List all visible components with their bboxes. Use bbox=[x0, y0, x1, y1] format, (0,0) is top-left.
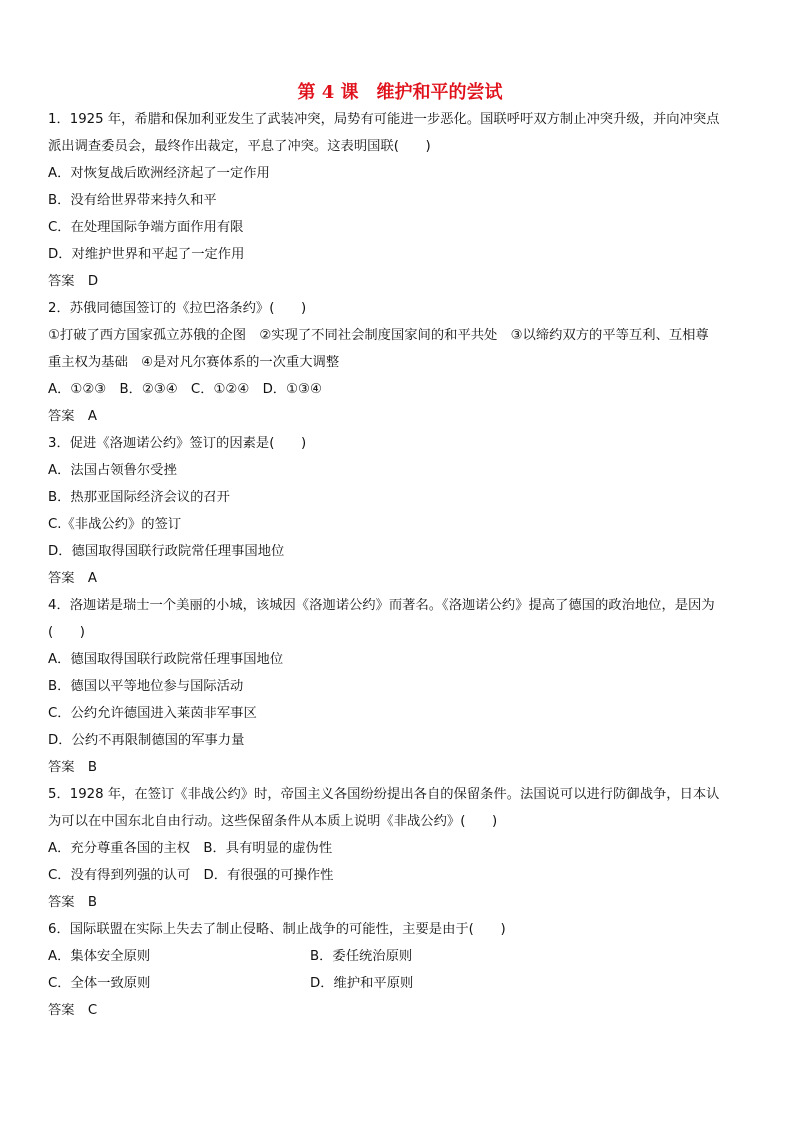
question-stem-line: 2．苏俄同德国签订的《拉巴洛条约》( ) bbox=[48, 301, 307, 316]
answer-option: A．集体安全原则 bbox=[48, 949, 151, 964]
answer-key: 答案 B bbox=[48, 895, 98, 910]
answer-option: C．公约允许德国进入莱茵非军事区 bbox=[48, 706, 257, 721]
question-2 bbox=[48, 295, 752, 430]
question-stem-line: 3．促进《洛迦诺公约》签订的因素是( ) bbox=[48, 436, 307, 451]
answer-option: A．①②③ B．②③④ C．①②④ D．①③④ bbox=[48, 382, 322, 397]
answer-option: B．没有给世界带来持久和平 bbox=[48, 193, 217, 208]
question-stem-line: 为可以在中国东北自由行动。这些保留条件从本质上说明《非战公约》( ) bbox=[48, 814, 498, 829]
question-4 bbox=[48, 592, 752, 781]
answer-option: B．热那亚国际经济会议的召开 bbox=[48, 490, 230, 505]
question-stem-line: ①打破了西方国家孤立苏俄的企图 ②实现了不同社会制度国家间的和平共处 ③以缔约双方的平等互利、互相尊 bbox=[48, 328, 709, 343]
answer-option: D．维护和平原则 bbox=[310, 976, 414, 991]
answer-key: 答案 D bbox=[48, 274, 99, 289]
answer-option: C.《非战公约》的签订 bbox=[48, 517, 182, 532]
lesson-title: 第 4 课 维护和平的尝试 bbox=[297, 82, 503, 103]
answer-option: D．德国取得国联行政院常任理事国地位 bbox=[48, 544, 285, 559]
question-5 bbox=[48, 781, 752, 916]
answer-option: B．德国以平等地位参与国际活动 bbox=[48, 679, 244, 694]
question-stem-line: 派出调查委员会，最终作出裁定，平息了冲突。这表明国联( ) bbox=[48, 139, 431, 154]
answer-option: A．德国取得国联行政院常任理事国地位 bbox=[48, 652, 284, 667]
answer-key: 答案 B bbox=[48, 760, 98, 775]
answer-option: C．全体一致原则 bbox=[48, 976, 151, 991]
question-stem-line: 6．国际联盟在实际上失去了制止侵略、制止战争的可能性，主要是由于( ) bbox=[48, 922, 506, 937]
answer-option: D．对维护世界和平起了一定作用 bbox=[48, 247, 245, 262]
question-3 bbox=[48, 430, 752, 592]
question-6 bbox=[48, 916, 752, 1024]
worksheet-page bbox=[48, 80, 752, 1024]
question-stem-line: 重主权为基础 ④是对凡尔赛体系的一次重大调整 bbox=[48, 355, 340, 370]
answer-option-row bbox=[48, 970, 752, 997]
question-1 bbox=[48, 106, 752, 295]
answer-option: A．法国占领鲁尔受挫 bbox=[48, 463, 177, 478]
answer-option: C．没有得到列强的认可 D．有很强的可操作性 bbox=[48, 868, 334, 883]
answer-key: 答案 A bbox=[48, 571, 97, 586]
question-stem-line: ( ) bbox=[48, 625, 85, 640]
answer-key: 答案 A bbox=[48, 409, 97, 424]
question-stem-line: 5．1928 年，在签订《非战公约》时，帝国主义各国纷纷提出各自的保留条件。法国说可以进行防御战争，日本认 bbox=[48, 787, 720, 802]
answer-key: 答案 C bbox=[48, 1003, 98, 1018]
question-stem-line: 4．洛迦诺是瑞士一个美丽的小城，该城因《洛迦诺公约》而著名。《洛迦诺公约》提高了德国的政治地位，是因为 bbox=[48, 598, 715, 613]
answer-option: D．公约不再限制德国的军事力量 bbox=[48, 733, 245, 748]
answer-option-row bbox=[48, 943, 752, 970]
answer-option: A．对恢复战后欧洲经济起了一定作用 bbox=[48, 166, 270, 181]
answer-option: A．充分尊重各国的主权 B．具有明显的虚伪性 bbox=[48, 841, 333, 856]
answer-option: C．在处理国际争端方面作用有限 bbox=[48, 220, 244, 235]
answer-option: B．委任统治原则 bbox=[310, 949, 413, 964]
question-stem-line: 1．1925 年，希腊和保加利亚发生了武装冲突，局势有可能进一步恶化。国联呼吁双方制止冲突升级，并向冲突点 bbox=[48, 112, 720, 127]
